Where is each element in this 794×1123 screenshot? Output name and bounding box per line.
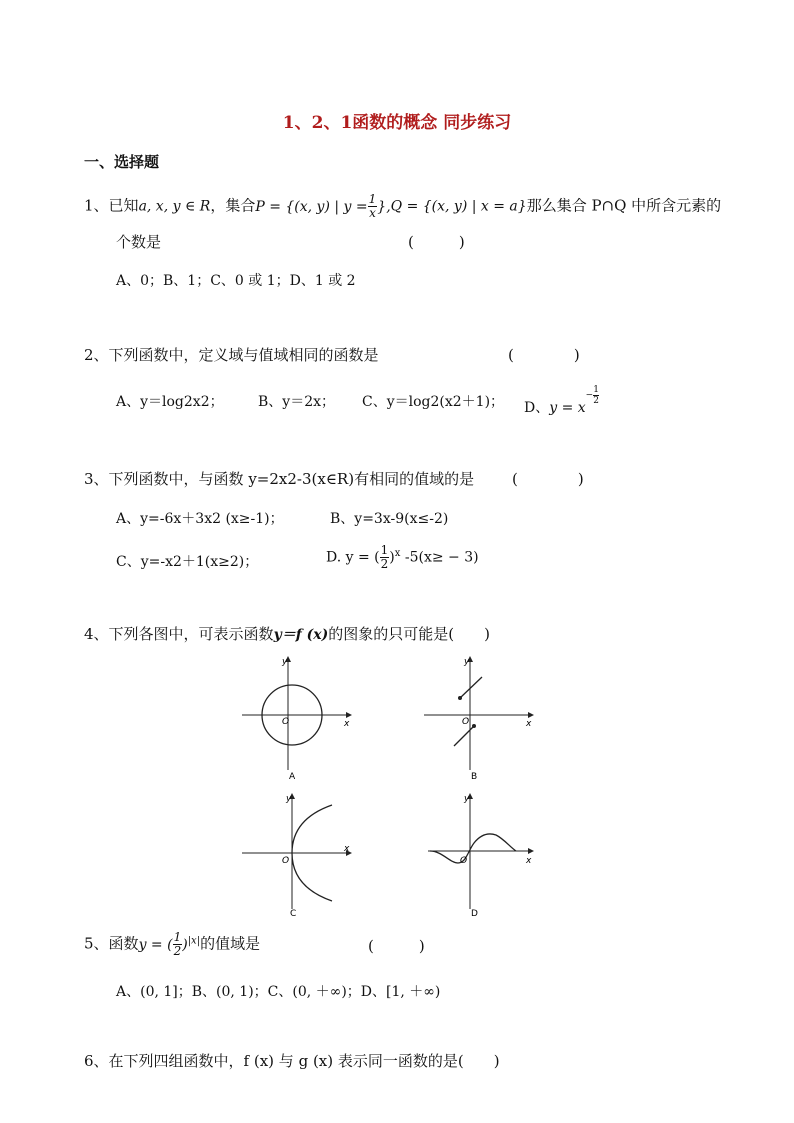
graph-d (424, 785, 544, 917)
section-heading: 一、选择题 (84, 153, 160, 171)
page-title: 1、2、1函数的概念 同步练习 (282, 113, 512, 133)
option-d-exponent (586, 385, 599, 406)
exponent: x (394, 547, 401, 559)
question-text: 已知 (108, 196, 139, 215)
graph-label: B (471, 772, 478, 782)
function-expression (138, 930, 201, 958)
question-1-options: A、0；B、1；C、0 或 1；D、1 或 2 (116, 273, 356, 289)
function-notation: y＝f (x) (273, 627, 329, 643)
question-text: 的图象的只可能是 (328, 625, 449, 643)
graph-label: C (290, 909, 297, 917)
question-1-line-1 (84, 193, 721, 220)
x-label: x (344, 719, 350, 729)
question-text: 下列函数中，定义域与值域相同的函数是 (108, 346, 379, 364)
option-b: B、y=3x-9(x≤-2) (330, 511, 449, 527)
math-vars: a, x, y ∈ R (138, 198, 211, 215)
question-text: 那么集合 P∩Q 中所含元素的 (526, 196, 722, 215)
origin-label: O (282, 856, 290, 866)
fraction-denominator: 2 (593, 396, 599, 406)
fraction (173, 931, 183, 958)
question-text: 函数 (108, 934, 139, 953)
option-d (524, 385, 599, 418)
fraction-numerator: 1 (593, 385, 599, 395)
graph-b (420, 650, 540, 782)
set-p (255, 192, 391, 220)
x-axis-arrow (346, 712, 352, 718)
function-close: ) (182, 936, 188, 953)
question-number: 1、 (84, 196, 109, 215)
origin-label: O (462, 717, 470, 727)
question-5-options: A、(0, 1]；B、(0, 1)；C、(0, ＋∞)；D、[1, ＋∞) (116, 984, 441, 1000)
fraction-denominator: 2 (173, 944, 182, 958)
answer-blank: ( ) (448, 625, 490, 643)
y-label: y (286, 794, 292, 804)
x-axis-arrow (528, 848, 534, 854)
question-4-text (84, 623, 490, 644)
option-d-label: D、 (524, 400, 550, 416)
lower-endpoint (472, 724, 476, 728)
question-text: 在下列四组函数中，f (x) 与 g (x) 表示同一函数的是 (108, 1052, 458, 1070)
fraction-numerator: 1 (368, 192, 377, 206)
answer-blank: ( ) (457, 1052, 500, 1070)
question-2-text (84, 344, 379, 365)
x-label: x (526, 719, 532, 729)
option-d-suffix: -5(x≥ − 3) (400, 549, 479, 566)
fraction-denominator: x (369, 206, 376, 220)
y-label: y (464, 657, 470, 667)
graph-label: D (471, 909, 478, 917)
graph-a (238, 650, 358, 782)
y-label: y (282, 657, 288, 667)
question-text: 下列各图中，可表示函数 (108, 625, 274, 643)
option-d-base: y = x (549, 400, 586, 416)
option-c: C、y＝log2(x2＋1)； (362, 394, 505, 410)
upper-ray (460, 677, 482, 698)
exponent-fraction (593, 385, 599, 406)
question-3-text (84, 468, 474, 489)
fraction-denominator: 2 (380, 557, 389, 571)
graph-label: A (289, 772, 296, 782)
answer-blank: ( ) (508, 346, 580, 364)
question-number: 6、 (84, 1052, 109, 1070)
set-q: Q = {(x, y) | x = a} (390, 198, 527, 215)
option-c: C、y=-x2＋1(x≥2)； (116, 554, 259, 570)
option-b: B、y＝2x； (258, 394, 335, 410)
x-axis-arrow (528, 712, 534, 718)
exponent: |x| (187, 934, 201, 946)
question-text: ，集合 (210, 196, 256, 215)
question-5-text (84, 931, 260, 958)
option-d-close: ) (389, 549, 395, 566)
origin-label: O (282, 717, 290, 727)
answer-blank: ( ) (368, 937, 425, 955)
upper-endpoint (458, 696, 462, 700)
option-a: A、y=-6x＋3x2 (x≥-1)； (116, 511, 284, 527)
option-d-prefix: D. y = ( (326, 549, 380, 566)
option-d (326, 544, 479, 571)
graph-c (238, 785, 358, 917)
exponent-sign: − (585, 390, 594, 401)
question-number: 4、 (84, 625, 109, 643)
fraction-numerator: 1 (173, 930, 182, 944)
set-p-prefix: P = {(x, y) | y = (255, 198, 368, 215)
fraction (380, 544, 390, 571)
function-prefix: y = ( (138, 936, 173, 953)
answer-blank: ( ) (408, 233, 465, 251)
option-a: A、y＝log2x2； (116, 394, 224, 410)
question-1-line-2: 个数是 (116, 233, 162, 251)
x-label: x (344, 844, 350, 854)
lower-ray (454, 726, 474, 746)
x-label: x (526, 856, 532, 866)
fraction (368, 193, 378, 220)
fraction-numerator: 1 (380, 543, 389, 557)
origin-label: O (460, 856, 468, 866)
question-text: 的值域是 (200, 934, 261, 953)
y-label: y (464, 794, 470, 804)
question-6-text (84, 1050, 500, 1071)
question-number: 2、 (84, 346, 109, 364)
set-p-suffix: }, (377, 198, 391, 215)
answer-blank: ( ) (512, 470, 584, 488)
question-number: 3、 (84, 470, 109, 488)
wave-curve (430, 834, 516, 863)
question-text: 下列函数中，与函数 y=2x2-3(x∈R)有相同的值域的是 (108, 470, 475, 488)
question-number: 5、 (84, 934, 109, 953)
